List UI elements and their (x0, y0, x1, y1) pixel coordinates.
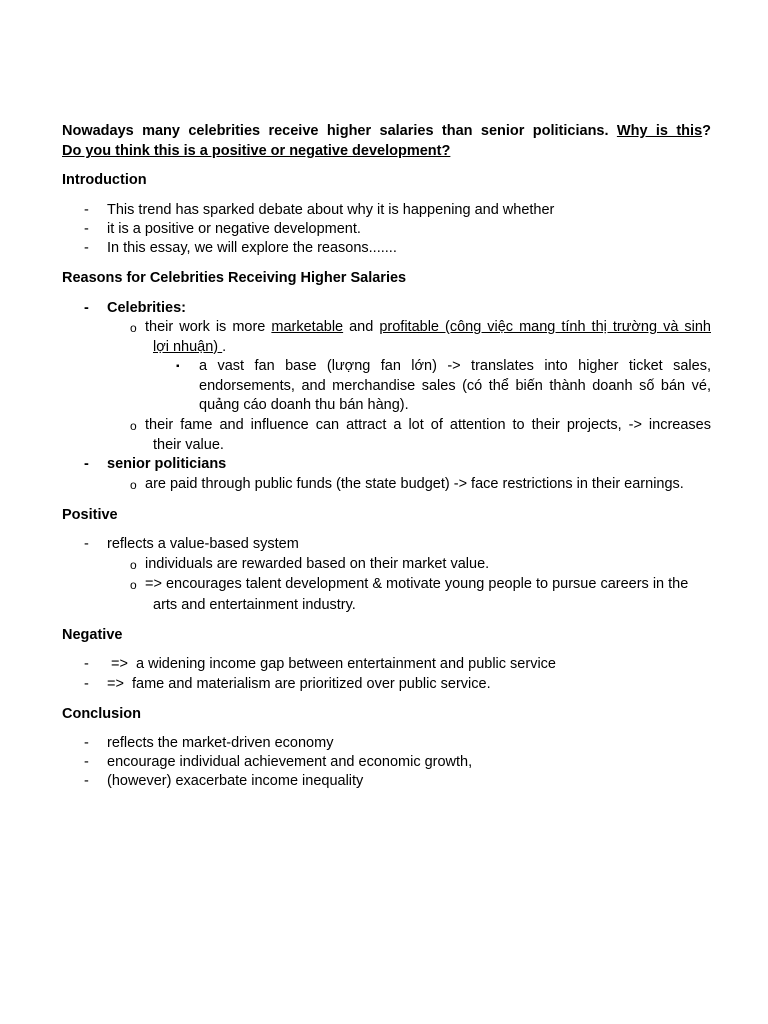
celeb-point-1-line-2: lợi nhuận) . (153, 339, 227, 355)
document-page (62, 0, 711, 1024)
marketable-term: marketable (271, 319, 344, 335)
reasons-heading: Reasons for Celebrities Receiving Higher Salaries (62, 270, 407, 286)
politicians-label: senior politicians (107, 456, 227, 472)
negative-heading: Negative (62, 627, 123, 643)
conclusion-heading: Conclusion (62, 706, 141, 722)
question-why: Why is this (616, 123, 703, 139)
profitable-term: profitable (công việc mang tính thị trường và sinh (379, 319, 711, 335)
dash-bullet: - (84, 754, 89, 770)
celeb-point-2-line-1: their fame and influence can attract a lot of attention to their projects, -> increases (145, 417, 711, 433)
intro-item-1: This trend has sparked debate about why it is happening and whether (107, 202, 555, 218)
dash-bullet: - (84, 300, 89, 316)
fan-base-line-1: a vast fan base (lượng fan lớn) -> translates into higher ticket sales, (199, 358, 711, 374)
conclusion-item-1: reflects the market-driven economy (107, 735, 334, 751)
conclusion-item-2: encourage individual achievement and economic growth, (107, 754, 473, 770)
circle-bullet: o (130, 558, 137, 572)
dash-bullet: - (84, 735, 89, 751)
introduction-heading: Introduction (62, 172, 147, 188)
positive-sub-2-line-1: => encourages talent development & motivate young people to pursue careers in the (145, 576, 689, 592)
dash-bullet: - (84, 773, 89, 789)
question-text: Nowadays many celebrities receive higher salaries than senior politicians. (62, 123, 609, 139)
question-line-1 (62, 122, 711, 140)
intro-item-2: it is a positive or negative development. (107, 221, 361, 237)
intro-item-3: In this essay, we will explore the reasons....... (107, 240, 397, 256)
negative-item-2: => fame and materialism are prioritized over public service. (107, 676, 491, 692)
square-bullet: ▪ (176, 361, 180, 372)
dash-bullet: - (84, 536, 89, 552)
celeb-point-1-line-1: their work is more marketable and profitable (công việc mang tính thị trường và sinh (145, 319, 711, 335)
dash-bullet: - (84, 240, 89, 256)
celebrities-label: Celebrities: (107, 300, 186, 316)
conclusion-item-3: (however) exacerbate income inequality (107, 773, 364, 789)
positive-sub-1: individuals are rewarded based on their market value. (145, 556, 490, 572)
circle-bullet: o (130, 419, 137, 433)
celeb-point-2-line-2: their value. (153, 437, 224, 453)
circle-bullet: o (130, 478, 137, 492)
fan-base-line-3: quảng cáo doanh thu bán hàng). (199, 397, 409, 413)
circle-bullet: o (130, 321, 137, 335)
question-line-2: Do you think this is a positive or negative development? (62, 143, 451, 159)
dash-bullet: - (84, 456, 89, 472)
circle-bullet: o (130, 578, 137, 592)
positive-item: reflects a value-based system (107, 536, 299, 552)
dash-bullet: - (84, 202, 89, 218)
dash-bullet: - (84, 221, 89, 237)
fan-base-line-2: endorsements, and merchandise sales (có thể biến thành doanh số bán vé, (199, 378, 711, 394)
question-mark: ? (702, 123, 711, 139)
positive-heading: Positive (62, 507, 118, 523)
negative-item-1: => a widening income gap between entertainment and public service (107, 656, 556, 672)
positive-sub-2-line-2: arts and entertainment industry. (153, 597, 356, 613)
politicians-point-1: are paid through public funds (the state budget) -> face restrictions in their earnings. (145, 476, 684, 492)
dash-bullet: - (84, 676, 89, 692)
dash-bullet: - (84, 656, 89, 672)
